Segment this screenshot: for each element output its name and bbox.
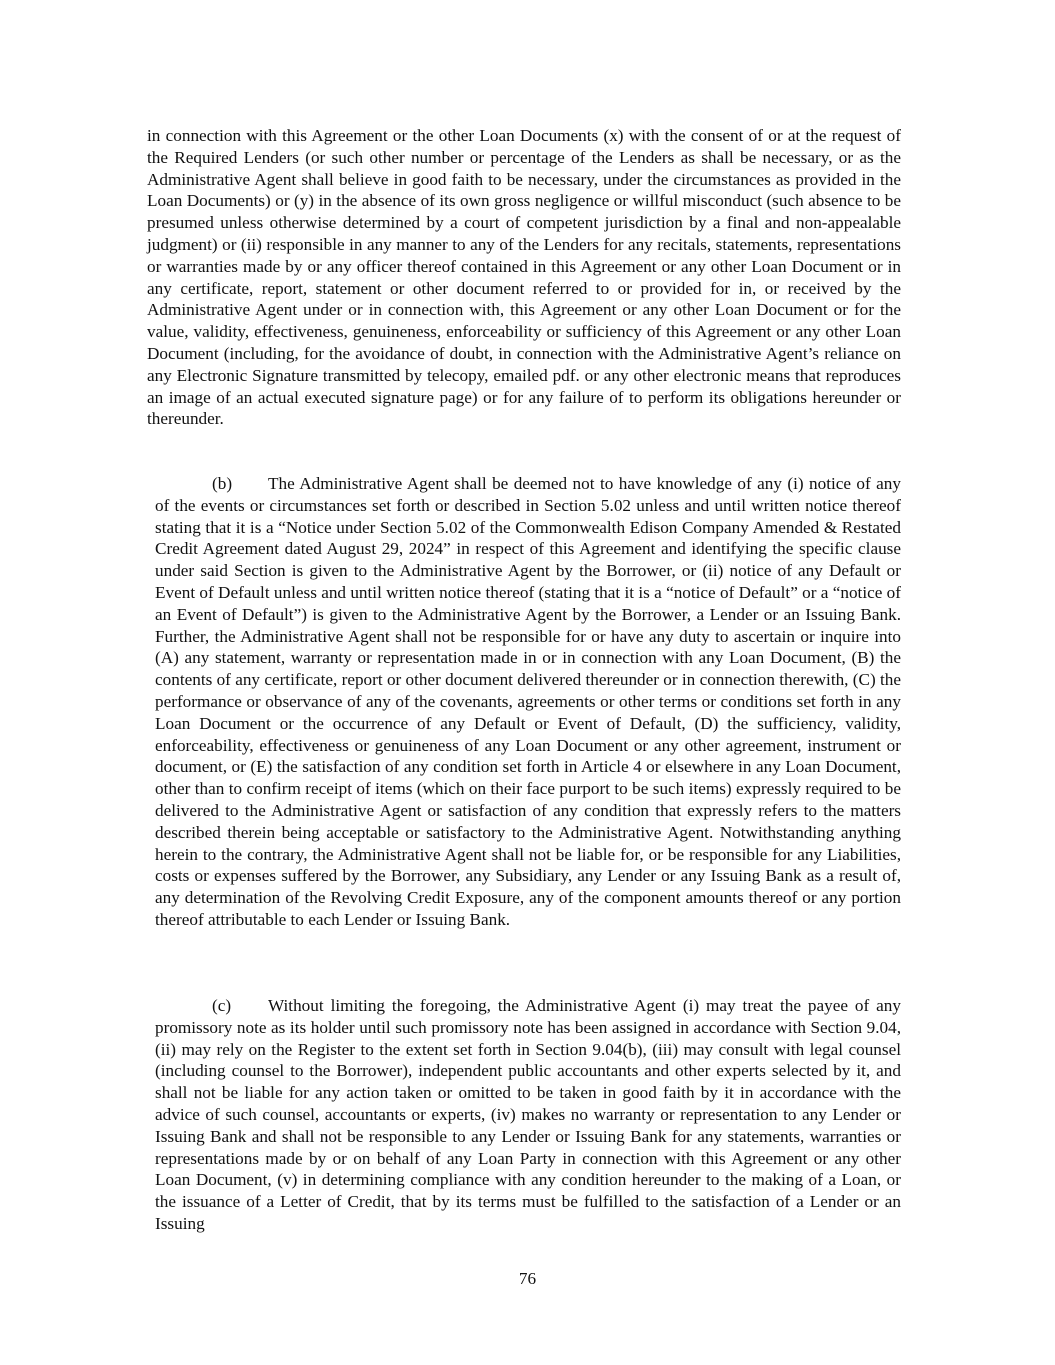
paragraph-b-lead bbox=[155, 473, 268, 495]
paragraph-c-label: (c) bbox=[212, 996, 232, 1015]
paragraph-c bbox=[155, 995, 901, 1235]
paragraph-c-text: Without limiting the foregoing, the Administrative Agent (i) may treat the payee of any promissory note as its holder until such promissory note has been assigned in accordance with Section 9.04, (ii) may rely on the Register to the extent set forth in Section 9.04(b), (iii) may consult with legal counsel (including counsel to the Borrower), independent public accountants and other experts selected by it, and shall not be liable for any action taken or omitted to be taken in good faith by it in accordance with the advice of such counsel, accountants or experts, (iv) makes no warranty or representation to any Lender or Issuing Bank and shall not be responsible to any Lender or Issuing Bank for any statements, warranties or representations made by or on behalf of any Loan Party in connection with this Agreement or any other Loan Document, (v) in determining compliance with any condition hereunder to the making of a Loan, or the issuance of a Letter of Credit, that by its terms must be fulfilled to the satisfaction of a Lender or an Issuing bbox=[155, 996, 901, 1233]
page-number: 76 bbox=[518, 1269, 537, 1288]
paragraph-b-text: The Administrative Agent shall be deemed not to have knowledge of any (i) notice of any of the events or circumstances set forth or described in Section 5.02 unless and until written notice thereof stating that it is a “Notice under Section 5.02 of the Commonwealth Edison Company Amended & Restated Credit Agreement dated August 29, 2024” in respect of this Agreement and identifying the specific clause under said Section is given to the Administrative Agent by the Borrower, or (ii) notice of any Default or Event of Default unless and until written notice thereof (stating that it is a “notice of Default” or a “notice of an Event of Default”) is given to the Administrative Agent by the Borrower, a Lender or an Issuing Bank. Further, the Administrative Agent shall not be responsible for or have any duty to ascertain or inquire into (A) any statement, warranty or representation made in or in connection with any Loan Document, (B) the contents of any certificate, report or other document delivered thereunder or in connection therewith, (C) the performance or observance of any of the covenants, agreements or other terms or conditions set forth in any Loan Document or the occurrence of any Default or Event of Default, (D) the sufficiency, validity, enforceability, effectiveness or genuineness of any Loan Document or any other agreement, instrument or document, or (E) the satisfaction of any condition set forth in Article 4 or elsewhere in any Loan Document, other than to confirm receipt of items (which on their face purport to be such items) expressly required to be delivered to the Administrative Agent or satisfaction of any condition that expressly refers to the matters described therein being acceptable or satisfactory to the Administrative Agent. Notwithstanding anything herein to the contrary, the Administrative Agent shall not be liable for, or be responsible for any Liabilities, costs or expenses suffered by the Borrower, any Subsidiary, any Lender or any Issuing Bank as a result of, any determination of the Revolving Credit Exposure, any of the component amounts thereof or any portion thereof attributable to each Lender or Issuing Bank. bbox=[155, 474, 901, 929]
paragraph-c-lead bbox=[155, 995, 268, 1017]
paragraph-b-label: (b) bbox=[212, 474, 233, 493]
paragraph-b bbox=[155, 473, 901, 931]
paragraph-continuation: in connection with this Agreement or the other Loan Documents (x) with the consent of or at the request of the Required Lenders (or such other number or percentage of the Lenders as shall be necessary, or as the Administrative Agent shall believe in good faith to be necessary, under the circumstances as provided in the Loan Documents) or (y) in the absence of its own gross negligence or willful misconduct (such absence to be presumed unless otherwise determined by a court of competent jurisdiction by a final and non-appealable judgment) or (ii) responsible in any manner to any of the Lenders for any recitals, statements, representations or warranties made by or any officer thereof contained in this Agreement or any other Loan Document or in any certificate, report, statement or other document referred to or provided for in, or received by the Administrative Agent under or in connection with, this Agreement or any other Loan Document or for the value, validity, effectiveness, genuineness, enforceability or sufficiency of this Agreement or any other Loan Document (including, for the avoidance of doubt, in connection with the Administrative Agent’s reliance on any Electronic Signature transmitted by telecopy, emailed pdf. or any other electronic means that reproduces an image of an actual executed signature page) or for any failure of to perform its obligations hereunder or thereunder. bbox=[147, 126, 901, 429]
